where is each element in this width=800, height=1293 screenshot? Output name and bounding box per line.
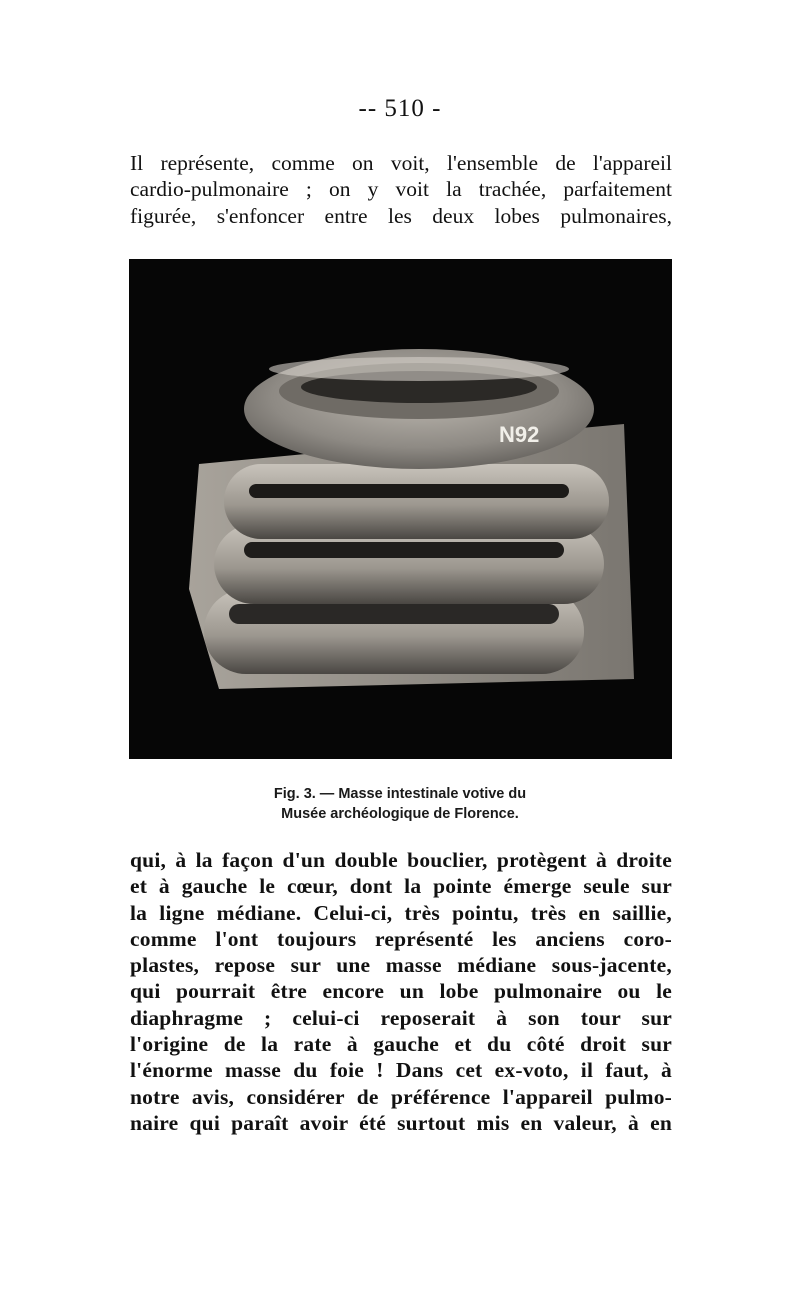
text-line: notre avis, considérer de préférence l'appareil pulmo- [130, 1084, 672, 1109]
inscription-text: N92 [499, 422, 540, 447]
text-line: diaphragme ; celui-ci reposerait à son tour sur [130, 1005, 672, 1030]
caption-line: Musée archéologique de Florence. [281, 806, 519, 822]
text-line: qui pourrait être encore un lobe pulmonaire ou le [130, 979, 672, 1004]
text-line: l'énorme masse du foie ! Dans cet ex-voto, il faut, à [130, 1058, 672, 1083]
votive-intestinal-mass-image [129, 259, 672, 759]
page-number: -- 510 - [358, 95, 442, 122]
text-line: figurée, s'enfoncer entre les deux lobes pulmonaires, [130, 203, 672, 228]
text-line: l'origine de la rate à gauche et du côté droit sur [130, 1032, 672, 1057]
figure-photograph [129, 259, 672, 759]
text-line: Il représente, comme on voit, l'ensemble de l'appareil [130, 151, 672, 175]
caption-line: Fig. 3. — Masse intestinale votive du [273, 786, 527, 802]
text-line: la ligne médiane. Celui-ci, très pointu, très en saillie, [130, 900, 672, 925]
text-line: naire qui paraît avoir été surtout mis en valeur, à en [130, 1110, 672, 1135]
text-line: plastes, repose sur une masse médiane sous-jacente, [130, 953, 672, 978]
paragraph-2 [130, 847, 672, 1136]
text-line: qui, à la façon d'un double bouclier, protègent à droite [130, 848, 672, 872]
text-line: cardio-pulmonaire ; on y voit la trachée, parfaitement [130, 177, 672, 202]
text-line: et à gauche le cœur, dont la pointe émerge seule sur [130, 874, 672, 899]
text-line: comme l'ont toujours représenté les anciens coro- [130, 926, 672, 951]
figure-caption [0, 784, 800, 824]
paragraph-1 [130, 150, 672, 229]
